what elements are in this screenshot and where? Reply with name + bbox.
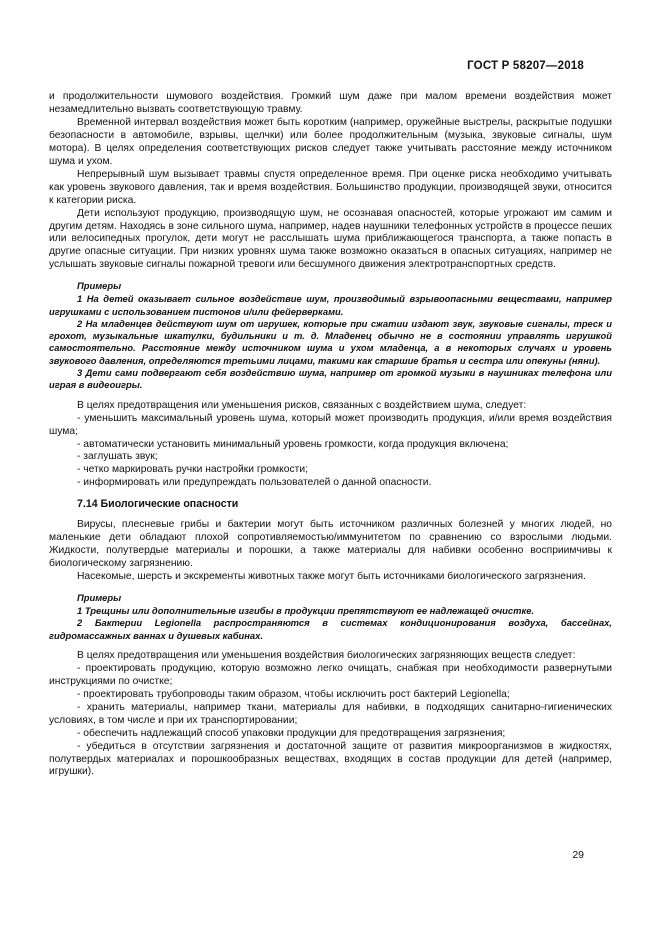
examples-heading: Примеры bbox=[77, 592, 122, 604]
list-item: - автоматически установить минимальный уровень громкости, когда продукция включена; bbox=[77, 438, 509, 450]
list-item: - четко маркировать ручки настройки громкости; bbox=[77, 464, 308, 476]
example-item: 1 На детей оказывает сильное воздействие шум, производимый взрывоопасными веществами, например игрушками с использованием пистонов и/или фейерверками. bbox=[49, 293, 612, 317]
paragraph: Временной интервал воздействия может быть коротким (например, оружейные выстрелы, раскрытые подушки безопасности в автомобиле, взрывы, щелчки) или более продолжительным (музыка, звуковые сигналы, шум мотора). В целях определения соответствующих рисков следует также учитывать расстояние между источником шума и ухом. bbox=[49, 116, 612, 167]
examples-heading: Примеры bbox=[77, 280, 122, 292]
example-item: 1 Трещины или дополнительные изгибы в продукции препятствуют ее надлежащей очистке. bbox=[77, 605, 535, 617]
list-item: - проектировать продукцию, которую возможно легко очищать, снабжая при необходимости развернутыми инструкциями по очистке; bbox=[49, 662, 612, 687]
page-number: 29 bbox=[572, 849, 584, 861]
example-item: 2 Бактерии Legionella распространяются в системах кондиционирования воздуха, бассейнах, гидромассажных ваннах и душевых кабинах. bbox=[49, 617, 612, 641]
paragraph: Дети используют продукцию, производящую шум, не осознавая опасностей, которые угрожают им самим и другим детям. Находясь в зоне сильного шума, например, надев наушники телефонных устройств в процессе пеших или велосипедных прогулок, дети могут не расслышать шума приближающегося транспорта, а также попасть в другие опасные ситуации. При низких уровнях шума также возможно оказаться в опасных ситуациях, например не услышать звуковые сигналы пожарной тревоги или бесшумного движения электротранспортных средств. bbox=[49, 207, 612, 271]
list-item: - хранить материалы, например ткани, материалы для набивки, в подходящих санитарно-гигиенических условиях, в том числе и при их транспортировании; bbox=[49, 701, 612, 726]
page-body bbox=[49, 91, 612, 779]
example-item: 2 На младенцев действуют шум от игрушек, которые при сжатии издают звук, звуковые сигналы, треск и грохот, музыкальные шкатулки, будильники и т. д. Младенец обычно не в состоянии управлять игрушкой самостоятельно. Расстояние между источником шума и ухом младенца, а в некоторых случаях и уровень звукового давления, определяются третьими лицами, такими как старшие братья и сестра или опекуны (няни). bbox=[49, 317, 612, 366]
section-heading: 7.14 Биологические опасности bbox=[77, 498, 239, 511]
list-item: - заглушать звук; bbox=[77, 451, 158, 463]
list-item: - обеспечить надлежащий способ упаковки продукции для предотвращения загрязнения; bbox=[77, 727, 506, 739]
list-item: - проектировать трубопроводы таким образом, чтобы исключить рост бактерий Legionella; bbox=[77, 688, 510, 700]
paragraph: В целях предотвращения или уменьшения рисков, связанных с воздействием шума, следует: bbox=[77, 399, 527, 411]
paragraph: и продолжительности шумового воздействия. Громкий шум даже при малом времени воздействия может незамедлительно вызвать соответствующую травму. bbox=[49, 91, 612, 115]
paragraph: Насекомые, шерсть и экскременты животных также могут быть источниками биологического загрязнения. bbox=[77, 571, 586, 583]
example-item: 3 Дети сами подвергают себя воздействию шума, например от громкой музыки в наушниках телефона или играя в видеоигры. bbox=[49, 367, 612, 391]
list-item: - информировать или предупреждать пользователей о данной опасности. bbox=[77, 477, 432, 489]
document-id: ГОСТ Р 58207—2018 bbox=[467, 60, 584, 72]
paragraph: Непрерывный шум вызывает травмы спустя определенное время. При оценке риска необходимо учитывать как уровень звукового давления, так и время воздействия. Большинство продукции, производящей звуки, относится к категории риска. bbox=[49, 168, 612, 206]
paragraph: В целях предотвращения или уменьшения воздействия биологических загрязняющих веществ следует: bbox=[77, 649, 576, 661]
paragraph: Вирусы, плесневые грибы и бактерии могут быть источником различных болезней у многих людей, но маленькие дети обладают плохой сопротивляемостью/иммунитетом по сравнению со взрослыми людьми. Жидкости, полутвердые материалы и порошки, а также материалы для набивки особенно восприимчивы к биологическому загрязнению. bbox=[49, 519, 612, 570]
list-item: - уменьшить максимальный уровень шума, который может производить продукция, и/или время воздействия шума; bbox=[49, 412, 612, 437]
list-item: - убедиться в отсутствии загрязнения и достаточной защите от развития микроорганизмов в жидкостях, полутвердых материалах и порошкообразных веществах, входящих в состав продукции для детей (например, игрушки). bbox=[49, 740, 612, 778]
